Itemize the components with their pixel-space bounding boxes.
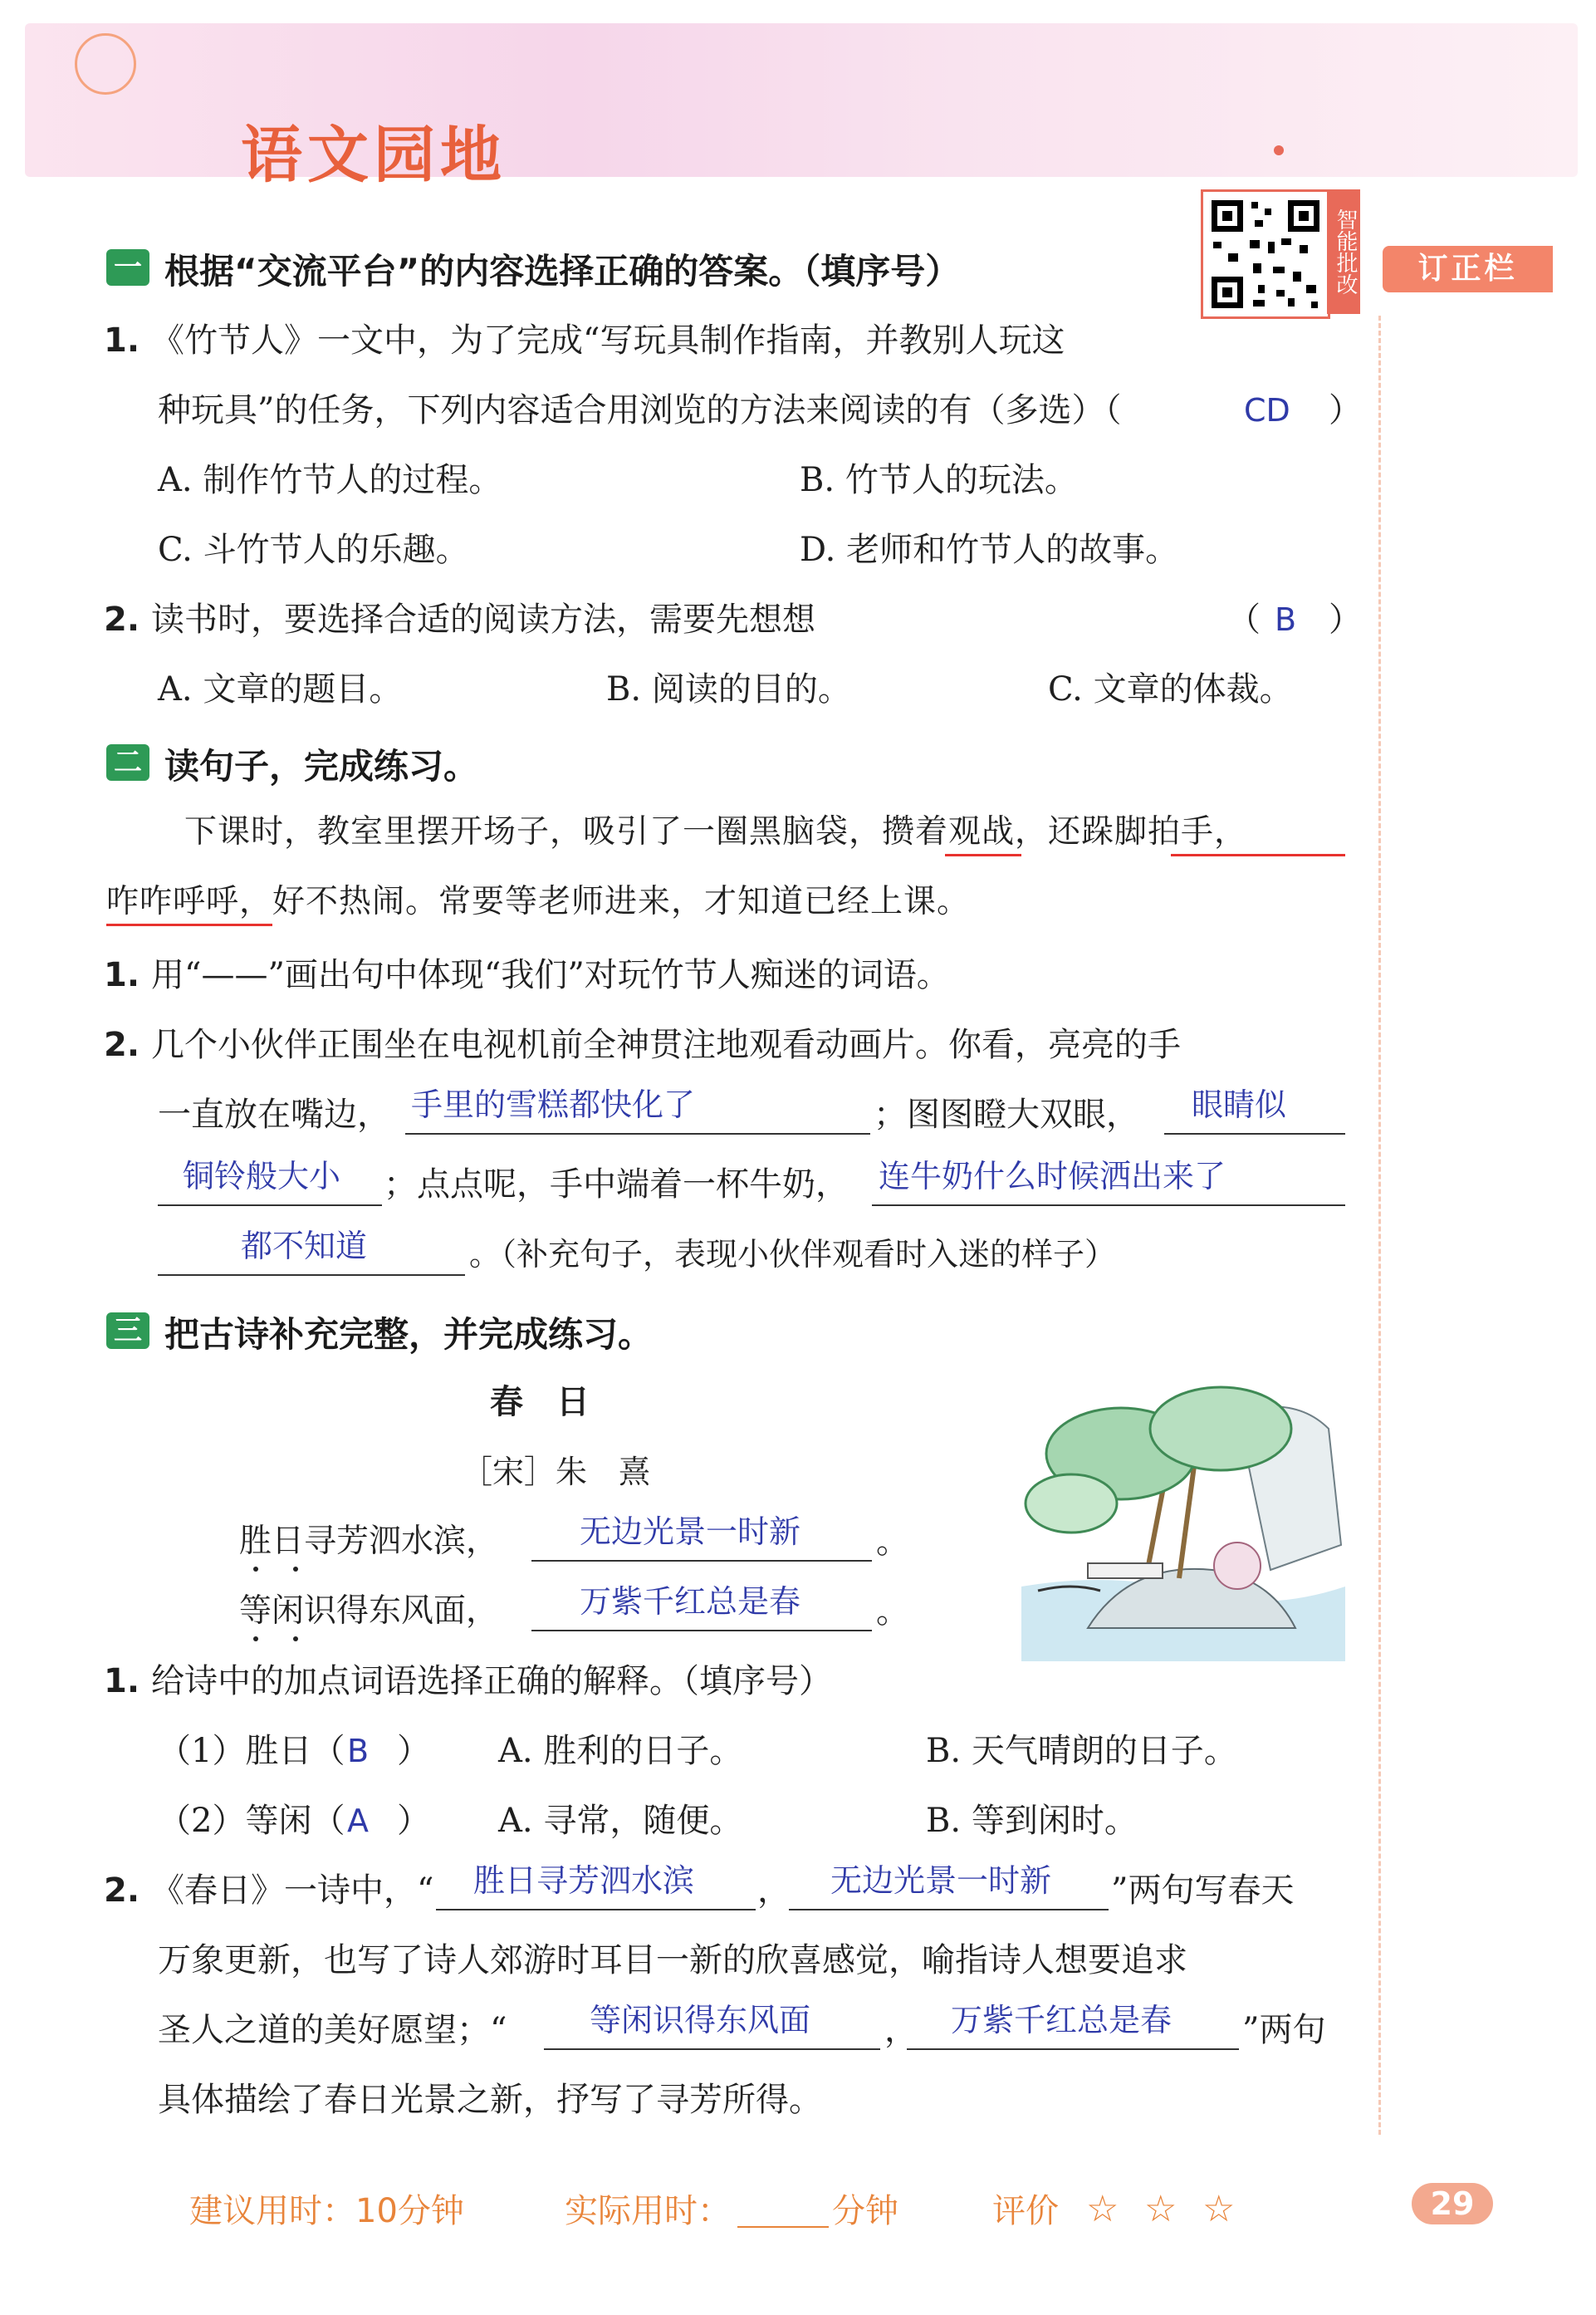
s2-q2-line2-start: 一直放在嘴边， bbox=[158, 1096, 390, 1134]
section-1-badge: 一 bbox=[106, 249, 149, 286]
s3-q1-item2-answer[interactable]: A bbox=[347, 1802, 369, 1839]
underline-duojiaopaishou bbox=[1171, 854, 1345, 856]
correction-column-label: 订正栏 bbox=[1383, 246, 1553, 292]
s3-q1-text: 给诗中的加点词语选择正确的解释。（填序号） bbox=[151, 1662, 832, 1700]
poem-illustration bbox=[1021, 1379, 1345, 1661]
s3-q1-item1-option-a: A. 胜利的日子。 bbox=[498, 1732, 743, 1770]
header-decoration-circle bbox=[75, 33, 136, 95]
s3-q1-item2-option-b: B. 等到闲时。 bbox=[926, 1802, 1138, 1840]
s3-q2-answer-4[interactable]: 万紫千红总是春 bbox=[951, 2002, 1173, 2038]
s1-q1-option-a: A. 制作竹节人的过程。 bbox=[158, 461, 502, 499]
poem-author: ［宋］朱 熹 bbox=[461, 1454, 651, 1490]
s2-passage-line1: 下课时，教室里摆开场子，吸引了一圈黑脑袋，攒着观战，还跺脚拍手， bbox=[184, 813, 1248, 851]
s3-q2-answer-3[interactable]: 等闲识得东风面 bbox=[590, 2002, 811, 2038]
suggested-time: 建议用时：10分钟 bbox=[189, 2192, 464, 2230]
section-2-title: 读句子，完成练习。 bbox=[164, 746, 479, 787]
s3-q1-item2-option-a: A. 寻常，随便。 bbox=[498, 1802, 743, 1840]
s1-q2-answer[interactable]: B bbox=[1275, 601, 1297, 638]
underline-zhazhahuhu bbox=[106, 924, 272, 926]
s3-q2-blank-4 bbox=[907, 2048, 1239, 2050]
emphasis-dot bbox=[253, 1636, 258, 1641]
s3-q2-line1-start: 《春日》一诗中，“ bbox=[151, 1871, 434, 1910]
qr-code-icon[interactable] bbox=[1201, 189, 1330, 319]
s1-q1-option-c: C. 斗竹节人的乐趣。 bbox=[158, 531, 469, 569]
s1-q1-option-b: B. 竹节人的玩法。 bbox=[800, 461, 1078, 499]
s3-q2-blank-2 bbox=[789, 1909, 1109, 1910]
s3-q2-answer-2[interactable]: 无边光景一时新 bbox=[830, 1862, 1052, 1899]
s1-q1-number: 1. bbox=[104, 321, 140, 360]
qr-tag-label: 智能批改 bbox=[1327, 189, 1360, 314]
actual-time-unit: 分钟 bbox=[832, 2192, 898, 2230]
page-number: 29 bbox=[1412, 2183, 1493, 2224]
emphasis-dot bbox=[253, 1567, 258, 1572]
section-2-badge: 二 bbox=[106, 744, 149, 781]
s1-q2-text: 读书时，要选择合适的阅读方法，需要先想想 bbox=[151, 601, 815, 639]
s2-q2-line3: ；点点呢，手中端着一杯牛奶， bbox=[384, 1165, 849, 1204]
emphasis-dot bbox=[293, 1567, 298, 1572]
s1-q1-paren-close: ） bbox=[1329, 391, 1362, 429]
s2-q2-answer-1[interactable]: 手里的雪糕都快化了 bbox=[411, 1086, 696, 1123]
s3-q2-line1-end: ”两句写春天 bbox=[1111, 1871, 1295, 1910]
s3-q1-item1-paren-close: ） bbox=[397, 1732, 430, 1770]
s3-q2-blank-1 bbox=[436, 1909, 756, 1910]
s2-q2-answer-2a[interactable]: 眼睛似 bbox=[1192, 1086, 1287, 1123]
poem-line-3: 等闲识得东风面， bbox=[239, 1592, 499, 1630]
correction-column-divider bbox=[1378, 316, 1381, 2135]
s2-q1-text: 用“——”画出句中体现“我们”对玩竹节人痴迷的词语。 bbox=[151, 956, 950, 994]
poem-line-1: 胜日寻芳泗水滨， bbox=[239, 1523, 499, 1560]
poem-blank-line-4 bbox=[531, 1630, 872, 1631]
s2-q1-number: 1. bbox=[104, 956, 140, 994]
s1-q2-option-a: A. 文章的题目。 bbox=[158, 670, 403, 709]
s3-q2-blank-3 bbox=[544, 2048, 880, 2050]
s2-q2-line1: 几个小伙伴正围坐在电视机前全神贯注地观看动画片。你看，亮亮的手 bbox=[151, 1026, 1181, 1064]
s1-q2-option-c: C. 文章的体裁。 bbox=[1048, 670, 1293, 709]
s2-passage-line2: 咋咋呼呼，好不热闹。常要等老师进来，才知道已经上课。 bbox=[106, 883, 971, 920]
s3-q2-line3-end: ”两句 bbox=[1242, 2011, 1326, 2049]
s3-q1-item2: （2）等闲（ bbox=[158, 1802, 345, 1840]
s1-q2-option-b: B. 阅读的目的。 bbox=[606, 670, 851, 709]
emphasis-dot bbox=[293, 1636, 298, 1641]
s3-q2-comma-1: ， bbox=[757, 1871, 791, 1910]
s3-q2-line4: 具体描绘了春日光景之新，抒写了寻芳所得。 bbox=[158, 2081, 822, 2119]
s2-q2-blank-3a bbox=[872, 1204, 1345, 1206]
s3-q1-item2-paren-close: ） bbox=[397, 1802, 430, 1840]
s3-q1-item1: （1）胜日（ bbox=[158, 1732, 345, 1770]
s1-q1-line2: 种玩具”的任务，下列内容适合用浏览的方法来阅读的有（多选）（ bbox=[158, 391, 1122, 429]
poem-answer-line-4[interactable]: 万紫千红总是春 bbox=[580, 1583, 801, 1620]
s1-q2-paren-close: ） bbox=[1329, 601, 1362, 639]
actual-time-input[interactable] bbox=[737, 2226, 829, 2228]
section-1-title: 根据“交流平台”的内容选择正确的答案。（填序号） bbox=[164, 251, 961, 292]
s3-q2-line2: 万象更新，也写了诗人郊游时耳目一新的欣喜感觉，喻指诗人想要追求 bbox=[158, 1941, 1187, 1979]
s3-q2-line3-start: 圣人之道的美好愿望；“ bbox=[158, 2011, 507, 2049]
s2-q2-line2-mid: ；图图瞪大双眼， bbox=[874, 1096, 1139, 1134]
poem-period-1: 。 bbox=[876, 1523, 909, 1561]
s2-q2-blank-1 bbox=[405, 1133, 870, 1135]
poem-blank-line-2 bbox=[531, 1560, 872, 1562]
s1-q1-option-d: D. 老师和竹节人的故事。 bbox=[800, 531, 1179, 569]
s2-q2-number: 2. bbox=[104, 1026, 140, 1064]
s3-q2-comma-2: ， bbox=[884, 2011, 918, 2049]
section-3-badge: 三 bbox=[106, 1312, 149, 1349]
poem-title: 春 日 bbox=[490, 1383, 590, 1421]
poem-answer-line-2[interactable]: 无边光景一时新 bbox=[580, 1513, 801, 1550]
s2-q2-blank-2a bbox=[1164, 1133, 1345, 1135]
s1-q2-paren-open: （ bbox=[1227, 601, 1261, 639]
s2-q2-blank-2b bbox=[158, 1204, 382, 1206]
star-icon[interactable]: ☆ bbox=[1086, 2188, 1119, 2230]
s2-q2-answer-2b[interactable]: 铜铃般大小 bbox=[183, 1158, 341, 1194]
s2-q2-line4: 。（补充句子，表现小伙伴观看时入迷的样子） bbox=[469, 1236, 1117, 1273]
s2-q2-answer-3a[interactable]: 连牛奶什么时候洒出来了 bbox=[879, 1158, 1226, 1194]
actual-time-label: 实际用时： bbox=[565, 2192, 731, 2230]
s2-q2-answer-3b[interactable]: 都不知道 bbox=[241, 1228, 368, 1264]
evaluation-label: 评价 bbox=[992, 2192, 1059, 2230]
s1-q2-number: 2. bbox=[104, 601, 140, 639]
s1-q1-line1: 《竹节人》一文中，为了完成“写玩具制作指南，并教别人玩这 bbox=[151, 321, 1065, 360]
poem-period-2: 。 bbox=[876, 1592, 909, 1631]
s2-q2-blank-3b bbox=[158, 1274, 465, 1276]
s3-q1-item1-option-b: B. 天气晴朗的日子。 bbox=[926, 1732, 1237, 1770]
s3-q1-number: 1. bbox=[104, 1662, 140, 1700]
s3-q1-item1-answer[interactable]: B bbox=[347, 1733, 370, 1769]
page-title: 语文园地 bbox=[241, 120, 507, 191]
qr-hanger bbox=[1274, 145, 1284, 155]
s3-q2-answer-1[interactable]: 胜日寻芳泗水滨 bbox=[473, 1862, 695, 1899]
section-3-title: 把古诗补充完整，并完成练习。 bbox=[164, 1314, 654, 1355]
star-icon[interactable]: ☆ bbox=[1202, 2188, 1236, 2230]
underline-zanzhe bbox=[945, 854, 1021, 856]
s1-q1-answer[interactable]: CD bbox=[1244, 392, 1290, 429]
star-icon[interactable]: ☆ bbox=[1144, 2188, 1177, 2230]
s3-q2-number: 2. bbox=[104, 1871, 140, 1910]
